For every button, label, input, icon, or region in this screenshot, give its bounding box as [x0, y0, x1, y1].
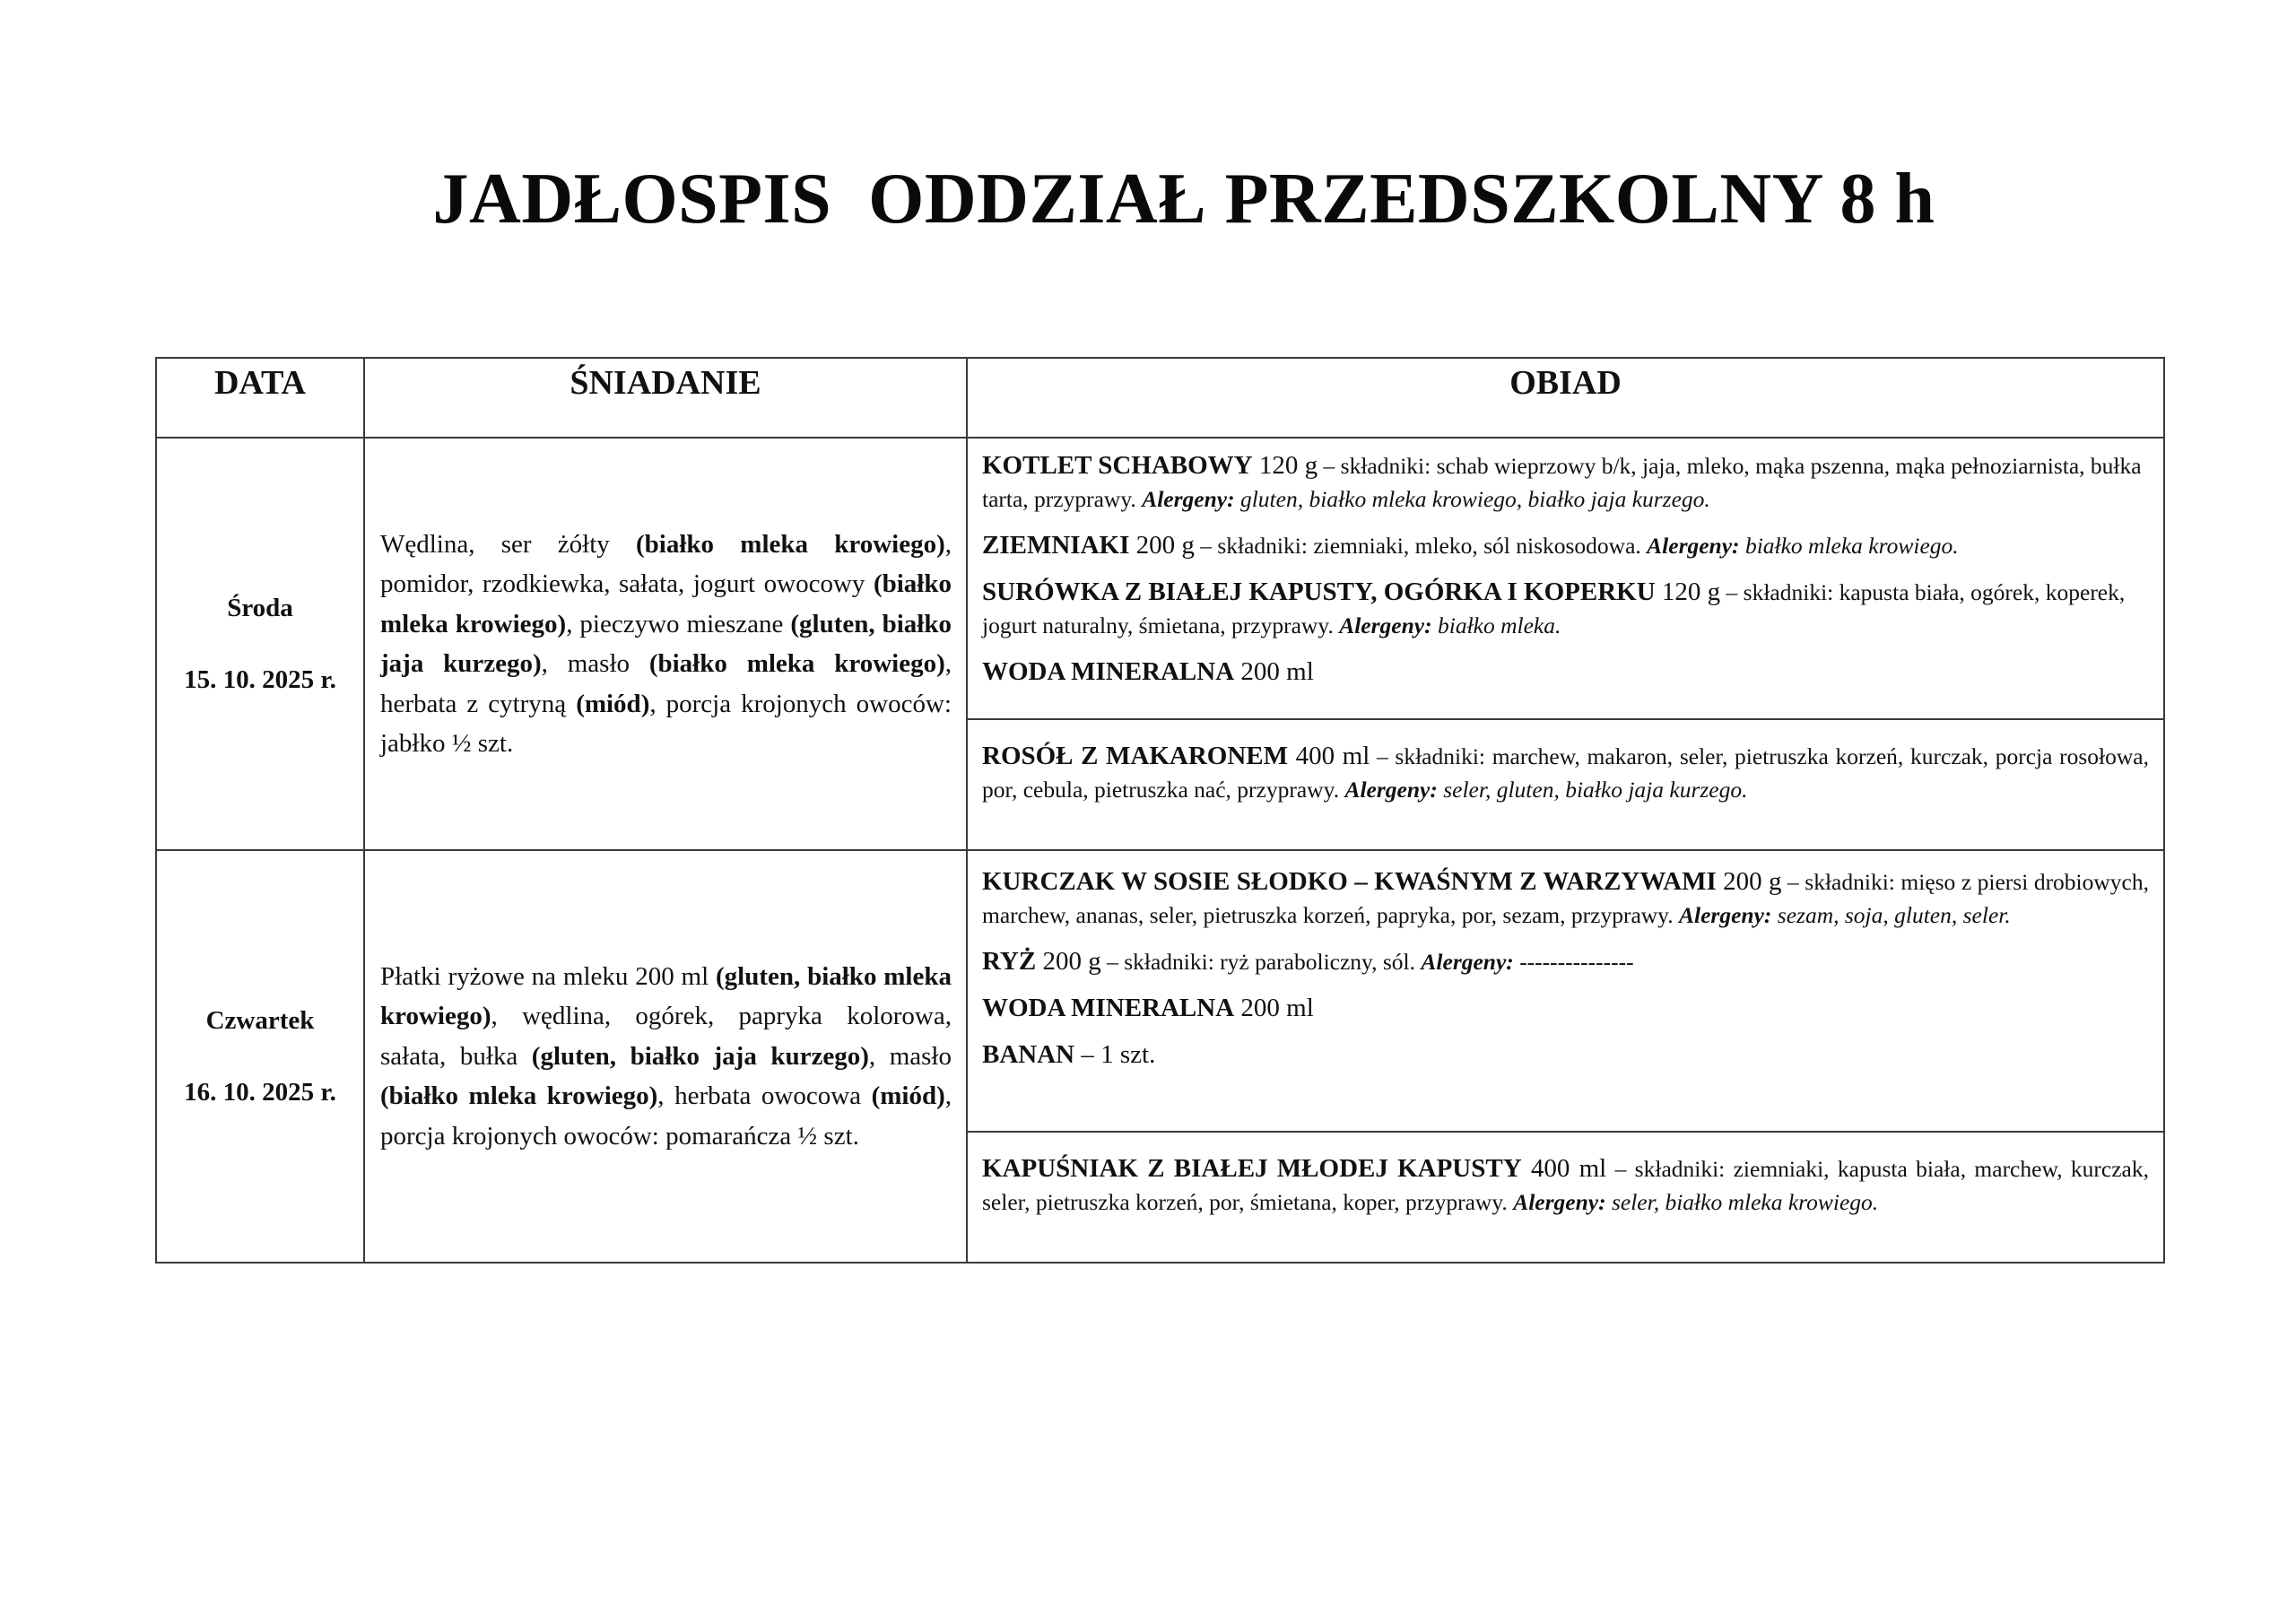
lunch-soup — [968, 1133, 2163, 1262]
date-cell — [156, 438, 364, 850]
allergen-label: Alergeny: — [1344, 777, 1438, 803]
allergen-list: seler, gluten, białko jaja kurzego. — [1437, 777, 1748, 803]
header-date — [156, 358, 364, 438]
allergen-note: (białko mleka krowiego) — [380, 569, 952, 638]
dish-item — [982, 1038, 2149, 1072]
allergen-label: Alergeny: — [1142, 486, 1235, 512]
lunch-main-course — [968, 439, 2163, 720]
dish-amount: 200 ml — [1234, 994, 1314, 1022]
dish-name: ZIEMNIAKI — [982, 531, 1130, 560]
header-breakfast-label: ŚNIADANIE — [570, 364, 761, 402]
lunch-soup — [968, 720, 2163, 849]
table-header-row — [156, 358, 2164, 438]
dish-amount: 200 g — [1129, 531, 1195, 560]
soup-item — [982, 740, 2149, 806]
allergen-note: (białko mleka krowiego) — [636, 529, 945, 559]
allergen-note: (miód) — [871, 1081, 945, 1111]
breakfast-item-text: , wędlina, ogórek, papryka kolorowa, sałata, bułka — [380, 1002, 952, 1071]
header-lunch-label: OBIAD — [1509, 364, 1622, 402]
allergen-note: (białko mleka krowiego) — [380, 1081, 658, 1111]
dish-name: SURÓWKA Z BIAŁEJ KAPUSTY, OGÓRKA I KOPERKU — [982, 578, 1656, 606]
breakfast-item-text: , masło — [868, 1041, 952, 1071]
breakfast-item-text: , pomidor, rzodkiewka, sałata, jogurt owocowy — [380, 529, 952, 598]
dish-ingredients: – składniki: schab wieprzowy b/k, jaja, mleko, mąka pszenna, mąka pełnoziarnista, bułka tarta, przyprawy. — [982, 453, 2142, 512]
breakfast-item-text: Wędlina, ser żółty — [380, 529, 637, 559]
breakfast-item-text: , herbata owocowa — [657, 1081, 872, 1111]
table-row — [156, 850, 2164, 1263]
menu-table — [155, 357, 2165, 1264]
dish-name: KOTLET SCHABOWY — [982, 451, 1253, 480]
breakfast-cell — [364, 438, 967, 850]
lunch-main-course — [968, 851, 2163, 1133]
breakfast-item-text: , masło — [541, 649, 649, 678]
breakfast-item-text: , porcja krojonych owoców: jabłko ½ szt. — [380, 689, 952, 758]
dish-amount: 200 g — [1036, 947, 1101, 976]
page-title: JADŁOSPIS ODDZIAŁ PRZEDSZKOLNY 8 h — [432, 160, 1935, 239]
lunch-cell — [967, 438, 2164, 850]
breakfast-text — [380, 957, 952, 1157]
allergen-label: Alergeny: — [1647, 533, 1740, 559]
allergen-list: białko mleka krowiego. — [1739, 533, 1959, 559]
allergen-label: Alergeny: — [1339, 612, 1432, 638]
dish-name: RYŻ — [982, 947, 1037, 976]
dish-amount: 200 ml — [1234, 657, 1314, 686]
dish-name: WODA MINERALNA — [982, 994, 1235, 1022]
dish-item — [982, 656, 2149, 689]
dish-item — [982, 992, 2149, 1025]
dish-amount: 120 g — [1655, 578, 1721, 606]
allergen-note: (gluten, białko jaja kurzego) — [531, 1041, 869, 1071]
soup-ingredients: – składniki: ziemniaki, kapusta biała, marchew, kurczak, seler, pietruszka korzeń, por, śmietana, koper, przyprawy. — [982, 1156, 2150, 1215]
allergen-note: (miód) — [576, 689, 650, 718]
dish-amount: 200 g — [1716, 867, 1782, 896]
soup-name: ROSÓŁ Z MAKARONEM — [982, 742, 1288, 770]
allergen-list: seler, białko mleka krowiego. — [1605, 1189, 1879, 1215]
dish-name: BANAN — [982, 1040, 1075, 1069]
allergen-note: (białko mleka krowiego) — [648, 649, 945, 678]
table-row — [156, 438, 2164, 850]
allergen-list: białko mleka. — [1431, 612, 1561, 638]
soup-amount: 400 ml — [1521, 1154, 1607, 1183]
dish-ingredients: – składniki: kapusta biała, ogórek, koperek, jogurt naturalny, śmietana, przyprawy. — [982, 579, 2126, 638]
allergen-list: --------------- — [1513, 949, 1634, 975]
dish-amount: 120 g — [1252, 451, 1318, 480]
breakfast-item-text: , pieczywo mieszane — [566, 609, 791, 638]
lunch-cell — [967, 850, 2164, 1263]
breakfast-cell — [364, 850, 967, 1263]
breakfast-text — [380, 525, 952, 764]
dish-item — [982, 449, 2149, 516]
allergen-list: sezam, soja, gluten, seler. — [1771, 902, 2011, 928]
dish-item — [982, 576, 2149, 642]
header-lunch — [967, 358, 2164, 438]
allergen-label: Alergeny: — [1679, 902, 1772, 928]
dish-ingredients: – składniki: ziemniaki, mleko, sól niskosodowa. — [1194, 533, 1648, 559]
dish-amount: – 1 szt. — [1074, 1040, 1156, 1069]
date-value: 15. 10. 2025 r. — [184, 665, 336, 694]
date-cell — [156, 850, 364, 1263]
dish-item — [982, 945, 2149, 978]
day-name: Czwartek — [205, 1006, 315, 1035]
dish-item — [982, 529, 2149, 562]
soup-name: KAPUŚNIAK Z BIAŁEJ MŁODEJ KAPUSTY — [982, 1154, 1522, 1183]
header-date-label: DATA — [213, 364, 307, 402]
allergen-note: (gluten, białko mleka krowiego) — [380, 961, 952, 1031]
dish-name: KURCZAK W SOSIE SŁODKO – KWAŚNYM Z WARZYWAMI — [982, 867, 1717, 896]
soup-amount: 400 ml — [1288, 742, 1370, 770]
soup-ingredients: – składniki: marchew, makaron, seler, pietruszka korzeń, kurczak, porcja rosołowa, por, cebula, pietruszka nać, przyprawy. — [982, 743, 2149, 803]
allergen-label: Alergeny: — [1513, 1189, 1606, 1215]
dish-item — [982, 865, 2149, 932]
allergen-label: Alergeny: — [1421, 949, 1514, 975]
soup-item — [982, 1152, 2149, 1219]
breakfast-item-text: , herbata z cytryną — [380, 649, 952, 718]
allergen-note: (gluten, białko jaja kurzego) — [380, 609, 952, 678]
dish-ingredients: – składniki: mięso z piersi drobiowych, marchew, ananas, seler, pietruszka korzeń, papryka, por, sezam, przyprawy. — [982, 869, 2149, 928]
dish-ingredients: – składniki: ryż paraboliczny, sól. — [1100, 949, 1422, 975]
day-name: Środa — [227, 594, 293, 622]
date-value: 16. 10. 2025 r. — [184, 1078, 336, 1107]
dish-name: WODA MINERALNA — [982, 657, 1235, 686]
header-breakfast — [364, 358, 967, 438]
allergen-list: gluten, białko mleka krowiego, białko jaja kurzego. — [1234, 486, 1710, 512]
breakfast-item-text: , porcja krojonych owoców: pomarańcza ½ szt. — [380, 1081, 952, 1151]
breakfast-item-text: Płatki ryżowe na mleku 200 ml — [380, 961, 716, 991]
